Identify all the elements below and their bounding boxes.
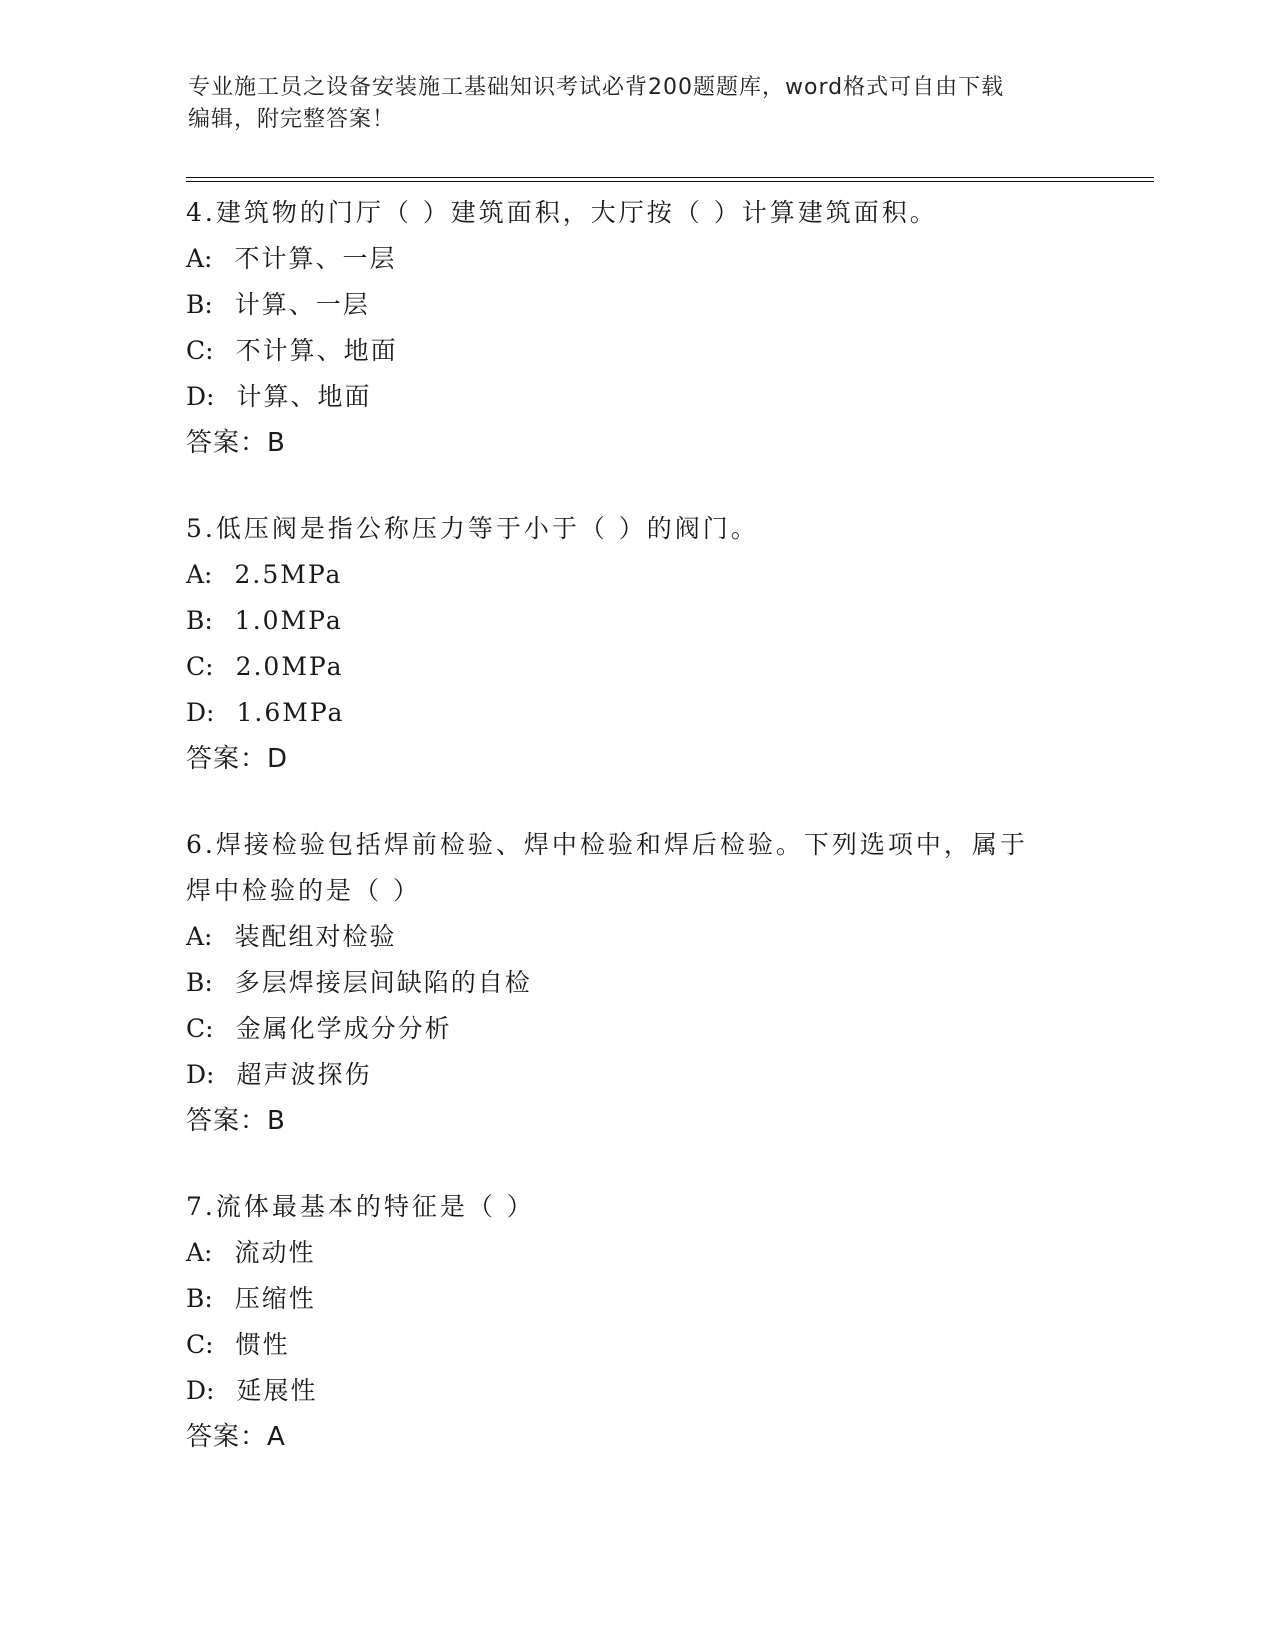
question-block <box>186 190 1146 466</box>
option-text: 不计算、一层 <box>234 244 397 273</box>
answer-option <box>186 1368 1146 1414</box>
option-key: C: <box>186 652 214 681</box>
option-text: 压缩性 <box>234 1284 316 1313</box>
option-text: 装配组对检验 <box>234 922 397 951</box>
question-stem: 4.建筑物的门厅（ ）建筑面积，大厅按（ ）计算建筑面积。 <box>186 198 938 227</box>
question-block <box>186 1184 1146 1460</box>
option-key: B: <box>186 606 213 635</box>
document-header <box>188 72 1088 136</box>
option-key: C: <box>186 1330 214 1359</box>
question-block <box>186 822 1146 1144</box>
header-divider <box>186 177 1154 182</box>
option-text: 不计算、地面 <box>235 336 398 365</box>
answer-option <box>186 1230 1146 1276</box>
option-text: 超声波探伤 <box>236 1060 372 1089</box>
option-text: 计算、地面 <box>236 382 372 411</box>
option-text: 2.5MPa <box>234 560 343 589</box>
option-key: A: <box>186 244 213 273</box>
answer-key: 答案：D <box>186 744 289 774</box>
option-key: C: <box>186 1014 214 1043</box>
option-key: B: <box>186 290 213 319</box>
option-key: D: <box>186 1376 215 1405</box>
option-key: B: <box>186 1284 213 1313</box>
option-key: A: <box>186 1238 213 1267</box>
answer-option <box>186 1276 1146 1322</box>
answer-option <box>186 552 1146 598</box>
answer-option <box>186 914 1146 960</box>
option-key: A: <box>186 922 213 951</box>
answer-key: 答案：A <box>186 1422 286 1452</box>
answer-key: 答案：B <box>186 428 286 458</box>
answer-option <box>186 1322 1146 1368</box>
answer-key: 答案：B <box>186 1106 286 1136</box>
answer-option <box>186 690 1146 736</box>
question-block <box>186 506 1146 782</box>
header-title-line-1: 专业施工员之设备安装施工基础知识考试必背200题题库，word格式可自由下载 <box>188 75 1005 100</box>
question-stem: 5.低压阀是指公称压力等于小于（ ）的阀门。 <box>186 514 759 543</box>
option-key: A: <box>186 560 213 589</box>
answer-option <box>186 328 1146 374</box>
option-text: 2.0MPa <box>235 652 344 681</box>
option-key: C: <box>186 336 214 365</box>
answer-option <box>186 1006 1146 1052</box>
option-key: D: <box>186 1060 215 1089</box>
option-text: 多层焊接层间缺陷的自检 <box>234 968 532 997</box>
answer-option <box>186 236 1146 282</box>
option-key: B: <box>186 968 213 997</box>
answer-option <box>186 374 1146 420</box>
option-text: 惯性 <box>235 1330 290 1359</box>
answer-option <box>186 1052 1146 1098</box>
question-stem: 7.流体最基本的特征是（ ） <box>186 1192 535 1221</box>
answer-option <box>186 644 1146 690</box>
question-stem: 6.焊接检验包括焊前检验、焊中检验和焊后检验。下列选项中，属于 <box>186 830 1028 859</box>
answer-option <box>186 282 1146 328</box>
header-title-line-2: 编辑，附完整答案！ <box>188 107 396 132</box>
option-text: 1.0MPa <box>234 606 343 635</box>
option-key: D: <box>186 698 215 727</box>
option-key: D: <box>186 382 215 411</box>
question-list <box>186 190 1146 1500</box>
question-stem: 焊中检验的是（ ） <box>186 876 421 905</box>
option-text: 计算、一层 <box>234 290 370 319</box>
option-text: 流动性 <box>234 1238 316 1267</box>
answer-option <box>186 598 1146 644</box>
option-text: 延展性 <box>236 1376 318 1405</box>
option-text: 1.6MPa <box>236 698 345 727</box>
option-text: 金属化学成分分析 <box>235 1014 452 1043</box>
answer-option <box>186 960 1146 1006</box>
